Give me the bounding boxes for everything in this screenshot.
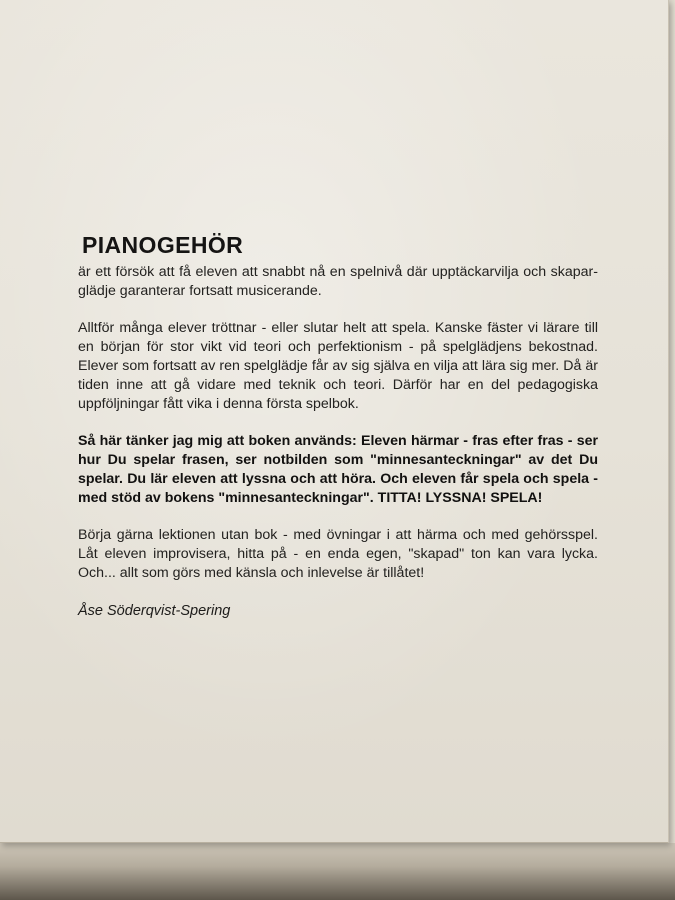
motivation-paragraph: Alltför många elever tröttnar - eller slutar helt att spela. Kanske fäster vi lärare till en början för stor vikt vid teori och perfektionism - på spelglädjens bekostnad. Elever som fortsatt av ren spelglädje får av sig själva en vilja att lära sig mer. Då är tiden inne att gå vidare med teknik och teori. Därför har en del pedagogiska uppföljningar fått vika i denna första spelbok.	[78, 320, 598, 412]
page-content	[78, 232, 598, 619]
page-right-edge	[668, 0, 675, 843]
page-title: PIANOGEHÖR	[82, 232, 244, 258]
lesson-paragraph: Börja gärna lektionen utan bok - med övningar i att härma och med gehörsspel. Låt eleven improvisera, hitta på - en enda egen, "skapad" ton kan vara lycka. Och... allt som görs med känsla och inlevelse är tillåtet!	[78, 527, 598, 581]
page-bottom-edge	[0, 843, 675, 900]
author-signature: Åse Söderqvist-Spering	[78, 603, 231, 619]
intro-paragraph: är ett försök att få eleven att snabbt nå en spelnivå där upptäckarvilja och skaparglädje garanterar fortsatt musicerande.	[78, 264, 598, 299]
usage-paragraph: Så här tänker jag mig att boken används: Eleven härmar - fras efter fras - ser hur Du spelar frasen, ser notbilden som "minnesanteckningar" av det Du spelar. Du lär eleven att lyssna och att höra. Och eleven får spela och spela - med stöd av bokens "minnesanteckningar". TITTA! LYSSNA! SPELA!	[78, 433, 598, 506]
